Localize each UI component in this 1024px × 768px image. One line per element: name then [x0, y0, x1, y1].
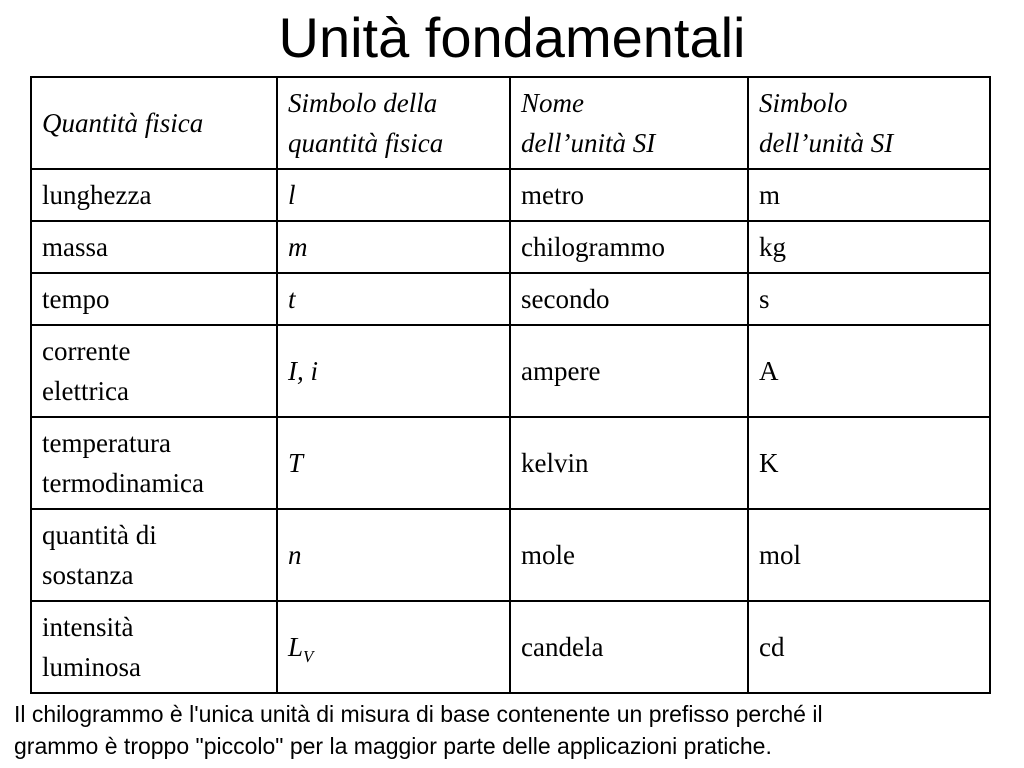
- symbol-text: l: [288, 180, 296, 210]
- symbol-text: m: [288, 232, 308, 262]
- cell-unit-symbol: mol: [748, 509, 990, 601]
- si-units-table: [30, 76, 991, 694]
- table-row: [31, 509, 990, 601]
- cell-quantity-line: lunghezza: [42, 180, 152, 210]
- cell-unit-symbol: cd: [748, 601, 990, 693]
- header-unit-name: [510, 77, 748, 169]
- table-row: [31, 221, 990, 273]
- table-row: [31, 325, 990, 417]
- cell-unit-symbol: kg: [748, 221, 990, 273]
- symbol-text: L: [288, 632, 304, 662]
- cell-symbol: [277, 221, 510, 273]
- slide-title: Unità fondamentali: [278, 6, 746, 69]
- cell-quantity-line: termodinamica: [42, 468, 204, 498]
- cell-quantity-line: tempo: [42, 284, 110, 314]
- cell-symbol: [277, 273, 510, 325]
- symbol-text: T: [288, 448, 304, 478]
- footnote-line: Il chilogrammo è l'unica unità di misura di base contenente un prefisso perché il: [14, 701, 823, 727]
- header-unit-symbol-line: dell’unità SI: [759, 128, 894, 158]
- table-header-row: [31, 77, 990, 169]
- cell-quantity-line: luminosa: [42, 652, 141, 682]
- cell-quantity: [31, 601, 277, 693]
- cell-quantity-line: sostanza: [42, 560, 134, 590]
- cell-quantity-line: temperatura: [42, 428, 171, 458]
- cell-symbol: [277, 169, 510, 221]
- table-row: [31, 601, 990, 693]
- cell-symbol: [277, 417, 510, 509]
- cell-quantity: [31, 509, 277, 601]
- cell-quantity-line: elettrica: [42, 376, 129, 406]
- header-unit-name-line: dell’unità SI: [521, 128, 656, 158]
- cell-unit-name: candela: [510, 601, 748, 693]
- table-row: [31, 273, 990, 325]
- symbol-text: n: [288, 540, 302, 570]
- cell-unit-name: kelvin: [510, 417, 748, 509]
- table-row: [31, 417, 990, 509]
- cell-unit-name: metro: [510, 169, 748, 221]
- footnote-line: grammo è troppo "piccolo" per la maggior parte delle applicazioni pratiche.: [14, 733, 772, 759]
- header-quantity-line: Quantità fisica: [42, 108, 204, 138]
- symbol-subscript: V: [303, 647, 314, 666]
- cell-quantity: [31, 169, 277, 221]
- symbol-text: t: [288, 284, 296, 314]
- cell-quantity: [31, 417, 277, 509]
- header-symbol: [277, 77, 510, 169]
- header-unit-symbol-line: Simbolo: [759, 88, 848, 118]
- header-symbol-line: Simbolo della: [288, 88, 438, 118]
- cell-unit-name: mole: [510, 509, 748, 601]
- cell-symbol: [277, 509, 510, 601]
- cell-unit-symbol: s: [748, 273, 990, 325]
- cell-quantity: [31, 273, 277, 325]
- cell-unit-name: secondo: [510, 273, 748, 325]
- header-unit-name-line: Nome: [521, 88, 584, 118]
- table-row: [31, 169, 990, 221]
- cell-unit-symbol: A: [748, 325, 990, 417]
- cell-symbol: [277, 601, 510, 693]
- header-unit-symbol: [748, 77, 990, 169]
- symbol-text: I, i: [288, 356, 318, 386]
- cell-quantity-line: quantità di: [42, 520, 157, 550]
- cell-unit-name: chilogrammo: [510, 221, 748, 273]
- cell-symbol: [277, 325, 510, 417]
- cell-quantity: [31, 221, 277, 273]
- cell-unit-name: ampere: [510, 325, 748, 417]
- footnote: [14, 698, 1018, 762]
- header-quantity: [31, 77, 277, 169]
- cell-unit-symbol: K: [748, 417, 990, 509]
- cell-unit-symbol: m: [748, 169, 990, 221]
- cell-quantity: [31, 325, 277, 417]
- cell-quantity-line: intensità: [42, 612, 134, 642]
- cell-quantity-line: massa: [42, 232, 108, 262]
- cell-quantity-line: corrente: [42, 336, 131, 366]
- header-symbol-line: quantità fisica: [288, 128, 444, 158]
